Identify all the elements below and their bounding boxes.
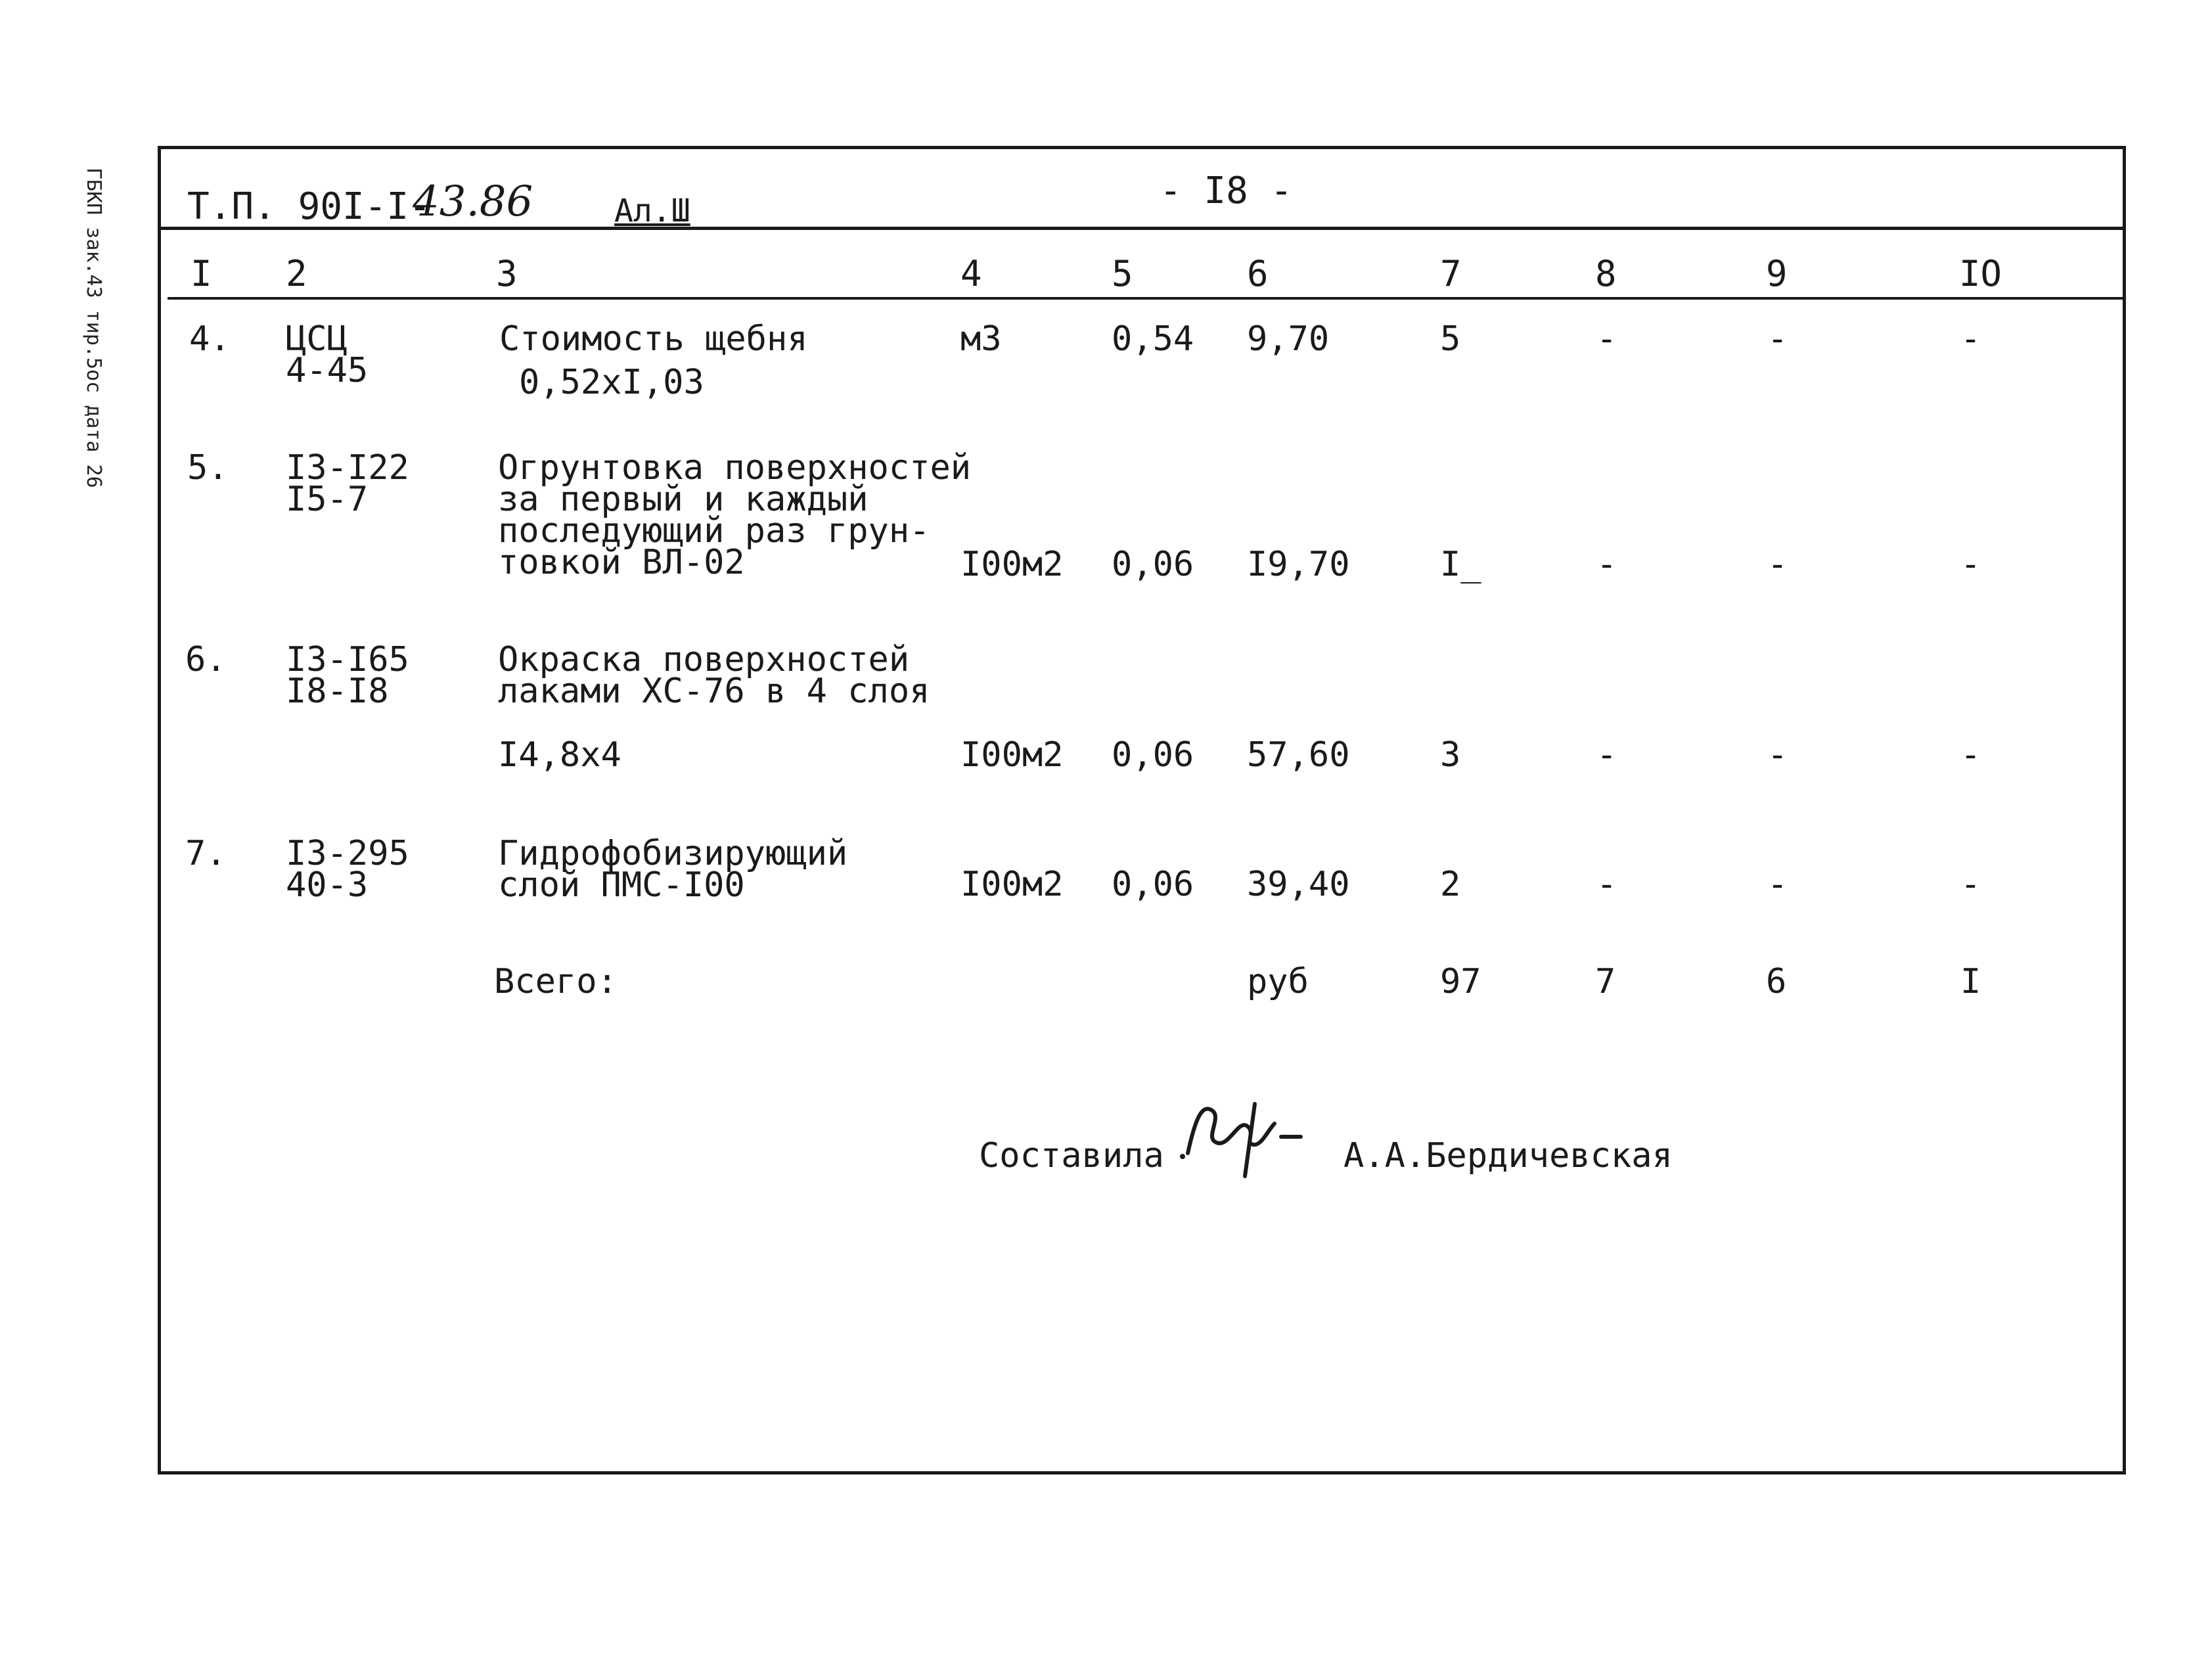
row-code: I3-I22 I5-7 [286,448,409,519]
total-label: Всего: [494,962,618,1001]
row-number: 5. [187,448,229,488]
column-number: 7 [1440,253,1462,294]
row-col8: - [1596,319,1617,359]
total-unit: руб [1247,962,1309,1001]
row-col7: 3 [1440,735,1461,775]
row-description: Огрунтовка поверхностей за первый и каждый последующий раз грун- товкой ВЛ-02 [498,448,972,582]
row-col7: 2 [1440,865,1461,904]
page-number: - I8 - [1160,170,1293,212]
album-label: Ал.Ш [614,193,690,229]
row-description: Окраска поверхностей лаками ХС-76 в 4 слоя [498,640,930,711]
row-unit: I00м2 [960,735,1064,775]
column-number: 6 [1247,253,1269,294]
row-unit: м3 [960,319,1002,359]
header-divider [161,227,2123,230]
row-quantity: 0,54 [1112,319,1194,359]
row-unit: I00м2 [960,545,1064,584]
row-col7: I_ [1440,545,1481,584]
row-quantity: 0,06 [1112,545,1194,584]
row-code: I3-I65 I8-I8 [286,640,409,711]
row-col10: - [1960,545,1981,584]
row-description: Стоимость щебня [499,319,808,359]
doc-number-handwritten: 43.86 [413,177,533,226]
row-calculation: I4,8х4 [498,735,621,775]
columns-divider [168,297,2123,300]
row-col9: - [1767,545,1788,584]
row-price: 9,70 [1247,319,1330,359]
column-number: I [191,253,212,294]
column-number: 2 [286,253,307,294]
row-col8: - [1596,735,1617,775]
row-code: ЦСЦ 4-45 [286,319,369,390]
column-number: 4 [960,253,982,294]
column-number: 8 [1595,253,1617,294]
row-col8: - [1596,545,1617,584]
row-price: I9,70 [1247,545,1350,584]
row-number: 4. [189,319,231,359]
row-col9: - [1767,319,1788,359]
row-col7: 5 [1440,319,1461,359]
row-col10: - [1960,319,1981,359]
row-price: 57,60 [1247,735,1350,775]
total-col7: 97 [1440,962,1481,1001]
signature-label: Составила [979,1136,1164,1176]
row-col10: - [1960,865,1981,904]
column-number: 9 [1766,253,1788,294]
row-col8: - [1596,865,1617,904]
total-col8: 7 [1595,962,1616,1001]
doc-code-prefix: Т.П. 90I-I- [187,185,431,228]
row-calculation: 0,52хI,03 [519,363,704,402]
row-col10: - [1960,735,1981,775]
row-unit: I00м2 [960,865,1064,904]
row-number: 7. [185,834,227,873]
margin-stamp: ГБКП зак.43 тир.5ос дата 26 [82,168,105,488]
row-description: Гидрофобизирующий слой ПМС-I00 [498,834,848,905]
handwritten-signature [1176,1091,1307,1185]
column-number: 3 [496,253,518,294]
row-quantity: 0,06 [1112,735,1194,775]
row-code: I3-295 40-3 [286,834,409,905]
row-number: 6. [185,640,227,679]
row-price: 39,40 [1247,865,1350,904]
row-col9: - [1767,865,1788,904]
column-number: IO [1959,253,2002,294]
total-col10: I [1960,962,1981,1001]
row-quantity: 0,06 [1112,865,1194,904]
total-col9: 6 [1766,962,1787,1001]
signer-name: А.А.Бердичевская [1343,1136,1673,1176]
row-col9: - [1767,735,1788,775]
column-number: 5 [1112,253,1133,294]
